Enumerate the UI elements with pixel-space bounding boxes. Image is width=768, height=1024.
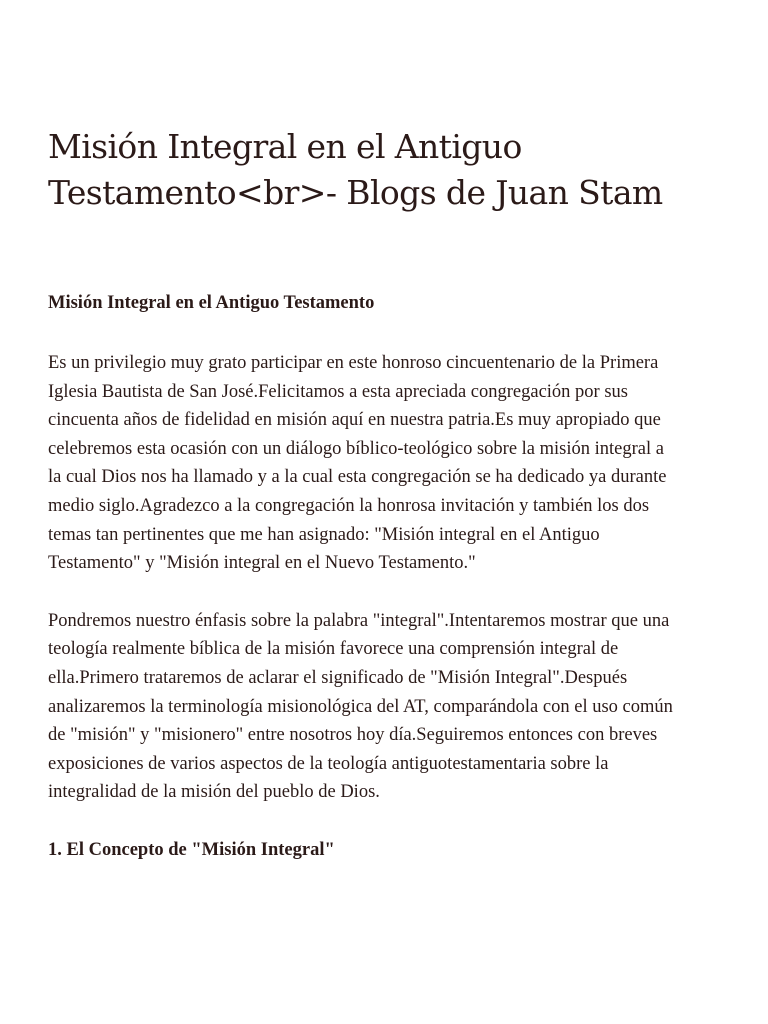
article-paragraph-2: Pondremos nuestro énfasis sobre la palabra "integral".Intentaremos mostrar que una teología realmente bíblica de la misión favorece una comprensión integral de ella.Primero trataremos de aclarar el significado de "Misión Integral".Después analizaremos la terminología misionológica del AT, comparándola con el uso común de "misión" y "misionero" entre nosotros hoy día.Seguiremos entonces con breves exposiciones de varios aspectos de la teología antiguotestamentaria sobre la integralidad de la misión del pueblo de Dios. <box>48 610 673 803</box>
article-body <box>48 289 678 864</box>
article-paragraph-1: Es un privilegio muy grato participar en este honroso cincuentenario de la Primera Iglesia Bautista de San José.Felicitamos a esta apreciada congregación por sus cincuenta años de fidelidad en misión aquí en nuestra patria.Es muy apropiado que celebremos esta ocasión con un diálogo bíblico-teológico sobre la misión integral a la cual Dios nos ha llamado y a la cual esta congregación se ha dedicado ya durante medio siglo.Agradezco a la congregación la honrosa invitación y también los dos temas tan pertinentes que me han asignado: "Misión integral en el Antiguo Testamento" y "Misión integral en el Nuevo Testamento." <box>48 353 667 574</box>
article-heading: Misión Integral en el Antiguo Testamento <box>48 293 375 313</box>
spacer <box>48 317 678 349</box>
page-title: Misión Integral en el Antiguo Testamento<br>- Blogs de Juan Stam <box>48 127 663 212</box>
spacer <box>48 807 678 836</box>
spacer <box>48 578 678 607</box>
section-subheading: 1. El Concepto de "Misión Integral" <box>48 839 335 860</box>
